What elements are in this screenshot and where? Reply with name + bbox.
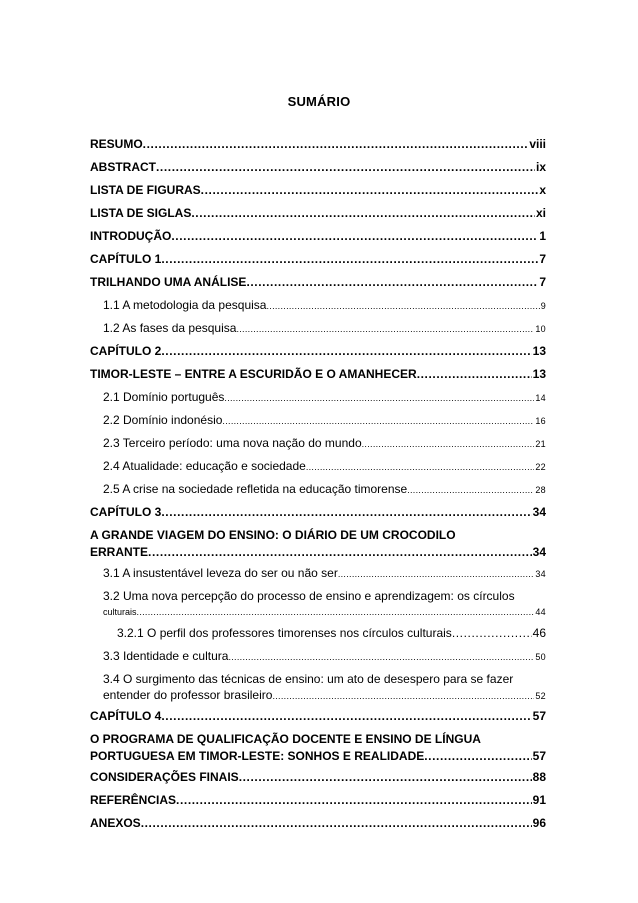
dot-leader	[201, 183, 539, 197]
dot-leader	[161, 252, 538, 266]
toc-entry-label: REFERÊNCIAS	[90, 793, 177, 807]
dot-leader	[362, 437, 535, 451]
toc-entry-page: 7	[539, 275, 546, 289]
toc-entry-label: 2.3 Terceiro período: uma nova nação do mundo	[103, 436, 362, 450]
dot-leader	[148, 545, 532, 559]
toc-entry-consideracoes-finais[interactable]	[90, 770, 546, 793]
toc-entry-anexos[interactable]	[90, 816, 546, 839]
dot-leader	[171, 229, 538, 243]
toc-entry-programa-qualificacao[interactable]	[90, 732, 546, 770]
toc-entry-label: 2.5 A crise na sociedade refletida na educação timorense	[103, 482, 408, 496]
toc-entry-2-2[interactable]	[90, 413, 546, 436]
dot-leader	[161, 709, 531, 723]
toc-entry-page: 1	[539, 229, 546, 243]
toc-entry-page: 88	[532, 770, 546, 784]
toc-entry-page: viii	[529, 137, 546, 151]
dot-leader	[306, 460, 535, 474]
toc-entry-label: CAPÍTULO 1	[90, 252, 162, 266]
toc-entry-label: CAPÍTULO 3	[90, 505, 162, 519]
dot-leader	[452, 626, 532, 640]
toc-entry-2-5[interactable]	[90, 482, 546, 505]
dot-leader	[222, 414, 534, 428]
toc-entry-3-2-1[interactable]	[90, 626, 546, 649]
toc-entry-page: xi	[535, 206, 546, 220]
toc-entry-2-1[interactable]	[90, 390, 546, 413]
toc-entry-label-line2: culturais	[103, 607, 137, 617]
toc-entry-lista-de-figuras[interactable]	[90, 183, 546, 206]
toc-entry-page: 50	[535, 652, 546, 662]
toc-entry-page: 44	[535, 607, 546, 617]
dot-leader	[417, 367, 532, 381]
toc-entry-label: 2.4 Atualidade: educação e sociedade	[103, 459, 306, 473]
toc-entry-page: 34	[532, 505, 546, 519]
toc-entry-referencias[interactable]	[90, 793, 546, 816]
toc-entry-label: LISTA DE FIGURAS	[90, 183, 201, 197]
toc-entry-label: TIMOR-LESTE – ENTRE A ESCURIDÃO E O AMANHECER	[90, 367, 417, 381]
dot-leader	[272, 689, 534, 703]
dot-leader	[236, 322, 534, 336]
toc-entry-label: TRILHANDO UMA ANÁLISE	[90, 275, 247, 289]
toc-entry-label: ANEXOS	[90, 816, 141, 830]
dot-leader	[224, 391, 534, 405]
toc-entry-grande-viagem[interactable]	[90, 528, 546, 566]
dot-leader	[424, 749, 531, 763]
toc-entry-label-line1: 3.2 Uma nova percepção do processo de ensino e aprendizagem: os círculos	[103, 589, 515, 603]
toc-entry-2-3[interactable]	[90, 436, 546, 459]
toc-entry-capitulo-4[interactable]	[90, 709, 546, 732]
dot-leader	[161, 505, 531, 519]
toc-entry-page: 22	[535, 462, 546, 472]
dot-leader	[161, 344, 531, 358]
toc-entry-page: 21	[535, 439, 546, 449]
toc-entry-label-line1: 3.4 O surgimento das técnicas de ensino: um ato de desespero para se fazer	[103, 672, 514, 686]
toc-entry-label: RESUMO	[90, 137, 143, 151]
toc-entry-page: 14	[535, 393, 546, 403]
page-title: SUMÁRIO	[287, 94, 351, 109]
toc-entry-3-4[interactable]	[90, 672, 546, 709]
toc-entry-trilhando-uma-analise[interactable]	[90, 275, 546, 298]
dot-leader	[338, 567, 535, 581]
toc-entry-page: 34	[532, 545, 546, 559]
toc-entry-introducao[interactable]	[90, 229, 546, 252]
dot-leader	[228, 650, 534, 664]
toc-entry-page: 9	[540, 301, 546, 311]
toc-entry-label: ABSTRACT	[90, 160, 156, 174]
toc-entry-label: LISTA DE SIGLAS	[90, 206, 192, 220]
toc-entry-label: CONSIDERAÇÕES FINAIS	[90, 770, 239, 784]
toc-entry-label-line1: O PROGRAMA DE QUALIFICAÇÃO DOCENTE E ENSINO DE LÍNGUA	[90, 732, 481, 746]
toc-entry-label: 2.2 Domínio indonésio	[103, 413, 223, 427]
dot-leader	[156, 160, 535, 174]
toc-entry-label-line1: A GRANDE VIAGEM DO ENSINO: O DIÁRIO DE UM CROCODILO	[90, 528, 456, 542]
toc-entry-page: x	[539, 183, 546, 197]
toc-entry-label: 1.1 A metodologia da pesquisa	[103, 298, 267, 312]
toc-entry-capitulo-1[interactable]	[90, 252, 546, 275]
dot-leader	[137, 605, 535, 619]
toc-entry-label: 1.2 As fases da pesquisa	[103, 321, 237, 335]
toc-entry-page: 52	[535, 691, 546, 701]
toc-entry-page: 91	[532, 793, 546, 807]
toc-entry-label: CAPÍTULO 4	[90, 709, 162, 723]
toc-entry-label: 2.1 Domínio português	[103, 390, 225, 404]
toc-entry-resumo[interactable]	[90, 137, 546, 160]
dot-leader	[239, 770, 532, 784]
toc-entry-3-3[interactable]	[90, 649, 546, 672]
toc-entry-label-line2: ERRANTE	[90, 545, 149, 559]
toc-entry-label: INTRODUÇÃO	[90, 229, 172, 243]
dot-leader	[176, 793, 532, 807]
toc-entry-page: 7	[539, 252, 546, 266]
toc-entry-abstract[interactable]	[90, 160, 546, 183]
toc-entry-page: 57	[532, 709, 546, 723]
toc-entry-3-1[interactable]	[90, 566, 546, 589]
toc-entry-1-2[interactable]	[90, 321, 546, 344]
toc-entry-lista-de-siglas[interactable]	[90, 206, 546, 229]
toc-entry-page: ix	[535, 160, 546, 174]
dot-leader	[141, 816, 532, 830]
toc-entry-1-1[interactable]	[90, 298, 546, 321]
toc-entry-label: CAPÍTULO 2	[90, 344, 162, 358]
toc-entry-page: 46	[532, 626, 546, 640]
toc-entry-label-line2: entender do professor brasileiro	[103, 688, 273, 702]
dot-leader	[266, 299, 539, 313]
toc-entry-page: 13	[532, 367, 546, 381]
toc-entry-page: 34	[535, 569, 546, 579]
dot-leader	[143, 137, 529, 151]
toc-entry-page: 13	[532, 344, 546, 358]
dot-leader	[246, 275, 538, 289]
toc-entry-page: 96	[532, 816, 546, 830]
toc-entry-label: 3.2.1 O perfil dos professores timorenses nos círculos culturais	[117, 626, 452, 640]
toc-entry-page: 10	[535, 324, 546, 334]
toc-entry-page: 28	[535, 485, 546, 495]
toc-entry-page: 57	[532, 749, 546, 763]
toc-entry-capitulo-2[interactable]	[90, 344, 546, 367]
dot-leader	[191, 206, 535, 220]
toc-entry-capitulo-3[interactable]	[90, 505, 546, 528]
table-of-contents	[90, 137, 546, 839]
toc-entry-timor-leste[interactable]	[90, 367, 546, 390]
toc-entry-label-line2: PORTUGUESA EM TIMOR-LESTE: SONHOS E REALIDADE	[90, 749, 425, 763]
toc-entry-label: 3.3 Identidade e cultura	[103, 649, 229, 663]
toc-entry-page: 16	[535, 416, 546, 426]
toc-entry-label: 3.1 A insustentável leveza do ser ou não ser	[103, 566, 338, 580]
toc-entry-3-2[interactable]	[90, 589, 546, 626]
dot-leader	[407, 483, 534, 497]
toc-entry-2-4[interactable]	[90, 459, 546, 482]
